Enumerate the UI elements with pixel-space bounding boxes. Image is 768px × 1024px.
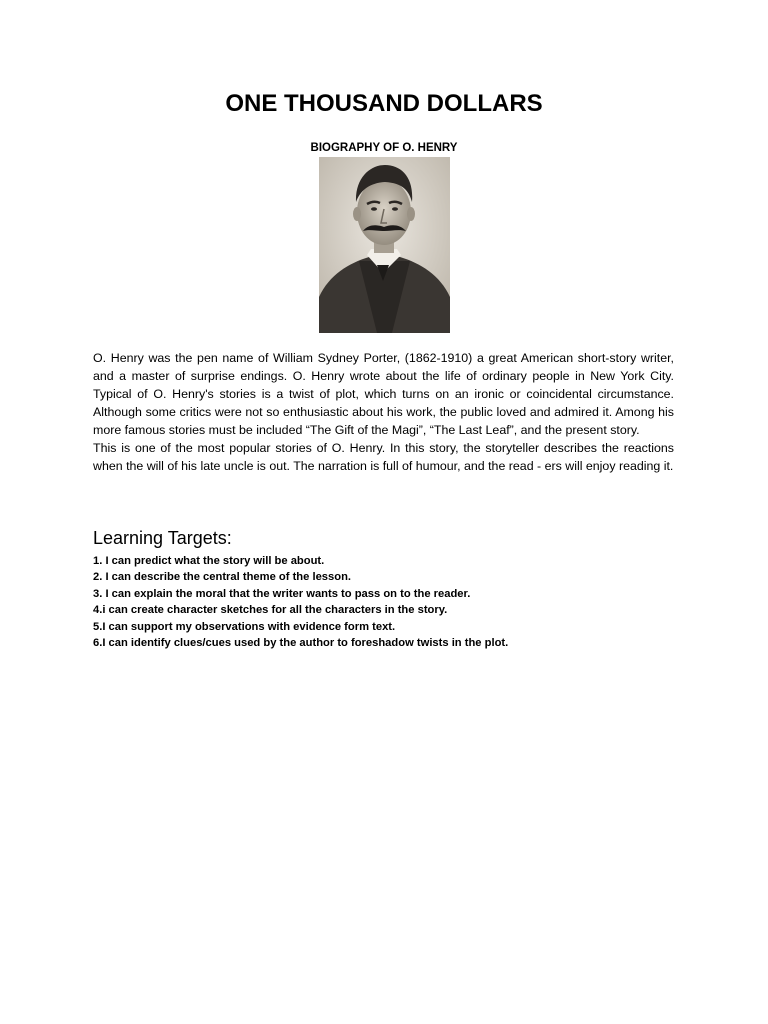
learning-target-item: 5.I can support my observations with evidence form text. (93, 620, 396, 633)
biography-paragraph: O. Henry was the pen name of William Sydney Porter, (1862-1910) a great American short-story writer, and a master of surprise endings. O. Henry wrote about the life of ordinary people in New York City. Typical of O. Henry's stories is a twist of plot, which turns on an ironic or coincidental circumstance. Although some critics were not so enthusiastic about his work, the public loved and admired it. Among his more famous stories must be included “The Gift of the Magi”, “The Last Leaf”, and the present story. (93, 351, 674, 437)
document-title: ONE THOUSAND DOLLARS (225, 90, 543, 117)
learning-target-item: 6.I can identify clues/cues used by the author to foreshadow twists in the plot. (93, 637, 509, 650)
learning-target-item: 1. I can predict what the story will be about. (93, 555, 325, 567)
author-portrait-photo (319, 157, 450, 333)
story-intro-paragraph: This is one of the most popular stories of O. Henry. In this story, the storyteller describes the reactions when the will of his late uncle is out. The narration is full of humour, and the read - ers will enjoy reading it. (93, 441, 674, 473)
learning-target-item: 4.i can create character sketches for all the characters in the story. (93, 604, 448, 617)
learning-target-item: 3. I can explain the moral that the writer wants to pass on to the reader. (93, 587, 471, 600)
learning-targets-list (93, 553, 693, 651)
learning-target-item: 2. I can describe the central theme of the lesson. (93, 571, 352, 584)
biography-heading: BIOGRAPHY OF O. HENRY (310, 142, 458, 154)
learning-targets-heading: Learning Targets: (93, 528, 232, 548)
biography-text (93, 349, 674, 475)
